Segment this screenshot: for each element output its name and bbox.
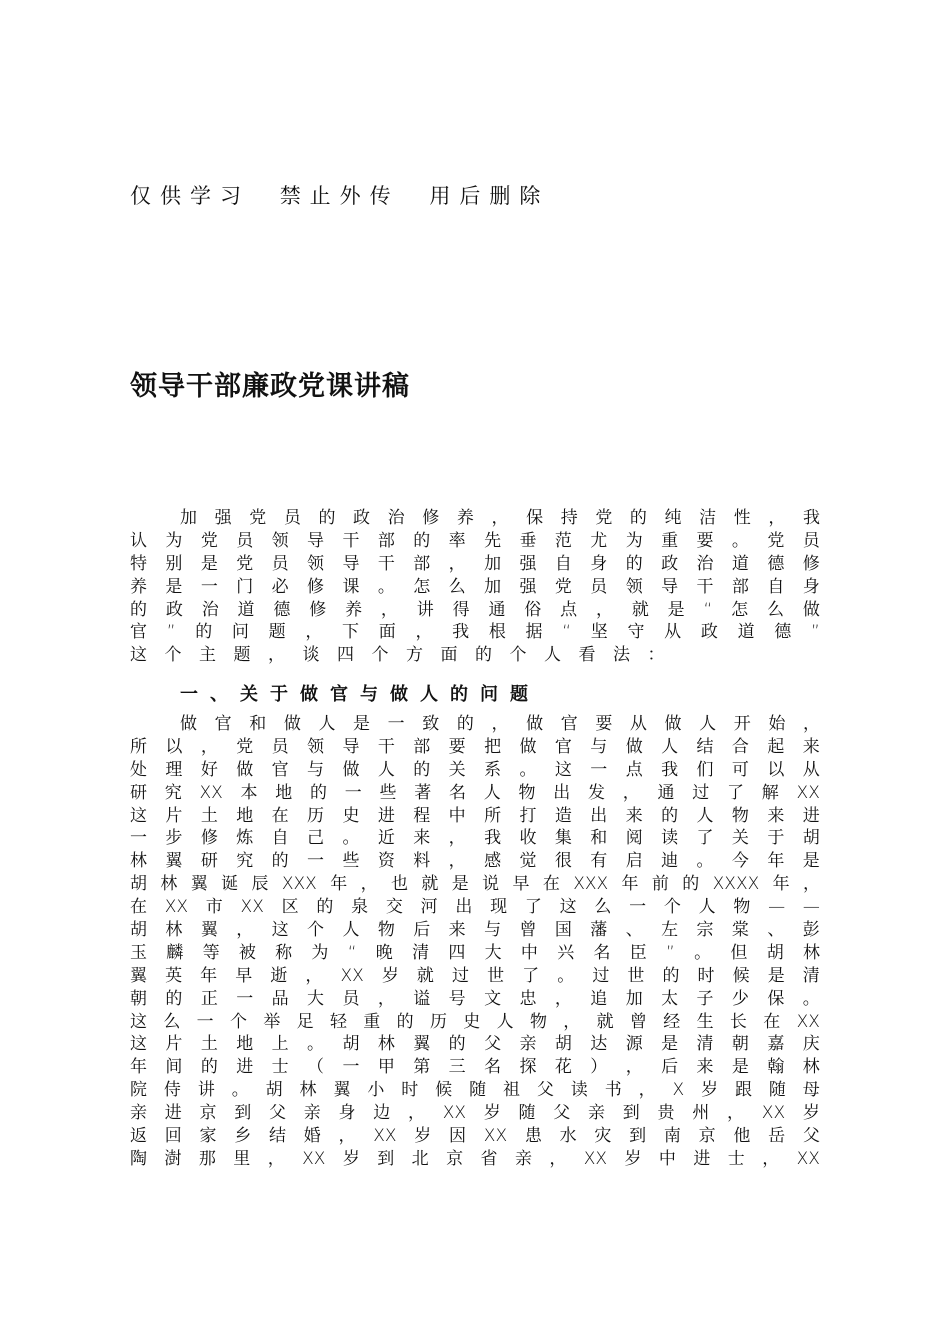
text-line: 所 以 ， 党 员 领 导 干 部 要 把 做 官 与 做 人 结 合 起 来 xyxy=(130,736,820,757)
text-line: 官 ” 的 问 题 ， 下 面 ， 我 根 据 “ 坚 守 从 政 道 德 ” xyxy=(130,622,820,643)
document-title: 领导干部廉政党课讲稿 xyxy=(130,371,410,402)
text-line: 陶 澍 那 里 ， XX 岁 到 北 京 省 亲 ， XX 岁 中 进 士 ， XX xyxy=(130,1148,820,1169)
text-line: 加 强 党 员 的 政 治 修 养 ， 保 持 党 的 纯 洁 性 ， 我 xyxy=(180,508,820,528)
section-heading: 一、关于做官与做人的问题 xyxy=(180,684,540,705)
text-line: 胡 林 翼 诞 辰 XXX 年 ， 也 就 是 说 早 在 XXX 年 前 的 XXXX 年 ， xyxy=(130,874,820,895)
confidential-notice xyxy=(130,180,563,210)
text-line: 处 理 好 做 官 与 做 人 的 关 系 。 这 一 点 我 们 可 以 从 xyxy=(130,759,820,780)
text-line: 这 个 主 题 ， 谈 四 个 方 面 的 个 人 看 法 ： xyxy=(130,645,665,666)
text-line: 认 为 党 员 领 导 干 部 的 率 先 垂 范 尤 为 重 要 。 党 员 xyxy=(130,530,820,551)
text-line: 做 官 和 做 人 是 一 致 的 ， 做 官 要 从 做 人 开 始 ， xyxy=(180,714,820,734)
text-line: 胡 林 翼 ， 这 个 人 物 后 来 与 曾 国 藩 、 左 宗 棠 、 彭 xyxy=(130,920,820,941)
text-line: 在 XX 市 XX 区 的 泉 交 河 出 现 了 这 么 一 个 人 物 — — xyxy=(130,897,820,918)
text-line: 翼 英 年 早 逝 ， XX 岁 就 过 世 了 。 过 世 的 时 候 是 清 xyxy=(130,965,820,986)
text-line: 院 侍 讲 。 胡 林 翼 小 时 候 随 祖 父 读 书 ， X 岁 跟 随 母 xyxy=(130,1080,820,1101)
notice-no-distribution: 禁止外传 xyxy=(279,184,400,208)
text-line: 这 么 一 个 举 足 轻 重 的 历 史 人 物 ， 就 曾 经 生 长 在 XX xyxy=(130,1011,820,1032)
text-line: 玉 麟 等 被 称 为 “ 晚 清 四 大 中 兴 名 臣 ” 。 但 胡 林 xyxy=(130,942,820,963)
text-line: 林 翼 研 究 的 一 些 资 料 ， 感 觉 很 有 启 迪 。 今 年 是 xyxy=(130,851,820,872)
text-line: 朝 的 正 一 品 大 员 ， 谥 号 文 忠 ， 追 加 太 子 少 保 。 xyxy=(130,988,820,1009)
notice-study-only: 仅供学习 xyxy=(130,184,250,208)
text-line: 研 究 XX 本 地 的 一 些 著 名 人 物 出 发 ， 通 过 了 解 XX xyxy=(130,782,820,803)
text-line: 亲 进 京 到 父 亲 身 边 ， XX 岁 随 父 亲 到 贵 州 ， XX 岁 xyxy=(130,1103,820,1124)
text-line: 返 回 家 乡 结 婚 ， XX 岁 因 XX 患 水 灾 到 南 京 他 岳 父 xyxy=(130,1126,820,1147)
text-line: 一 步 修 炼 自 己 。 近 来 ， 我 收 集 和 阅 读 了 关 于 胡 xyxy=(130,828,820,849)
text-line: 这 片 土 地 在 历 史 进 程 中 所 打 造 出 来 的 人 物 来 进 xyxy=(130,805,820,826)
notice-delete-after-use: 用后删除 xyxy=(429,184,550,208)
text-line: 这 片 土 地 上 。 胡 林 翼 的 父 亲 胡 达 源 是 清 朝 嘉 庆 xyxy=(130,1034,820,1055)
text-line: 年 间 的 进 士 （ 一 甲 第 三 名 探 花 ） ， 后 来 是 翰 林 xyxy=(130,1057,820,1078)
text-line: 的 政 治 道 德 修 养 ， 讲 得 通 俗 点 ， 就 是 “ 怎 么 做 xyxy=(130,599,820,620)
text-line: 养 是 一 门 必 修 课 。 怎 么 加 强 党 员 领 导 干 部 自 身 xyxy=(130,576,820,597)
text-line: 特 别 是 党 员 领 导 干 部 ， 加 强 自 身 的 政 治 道 德 修 xyxy=(130,553,820,574)
intro-paragraph xyxy=(130,507,820,667)
section1-paragraph xyxy=(130,713,820,1171)
